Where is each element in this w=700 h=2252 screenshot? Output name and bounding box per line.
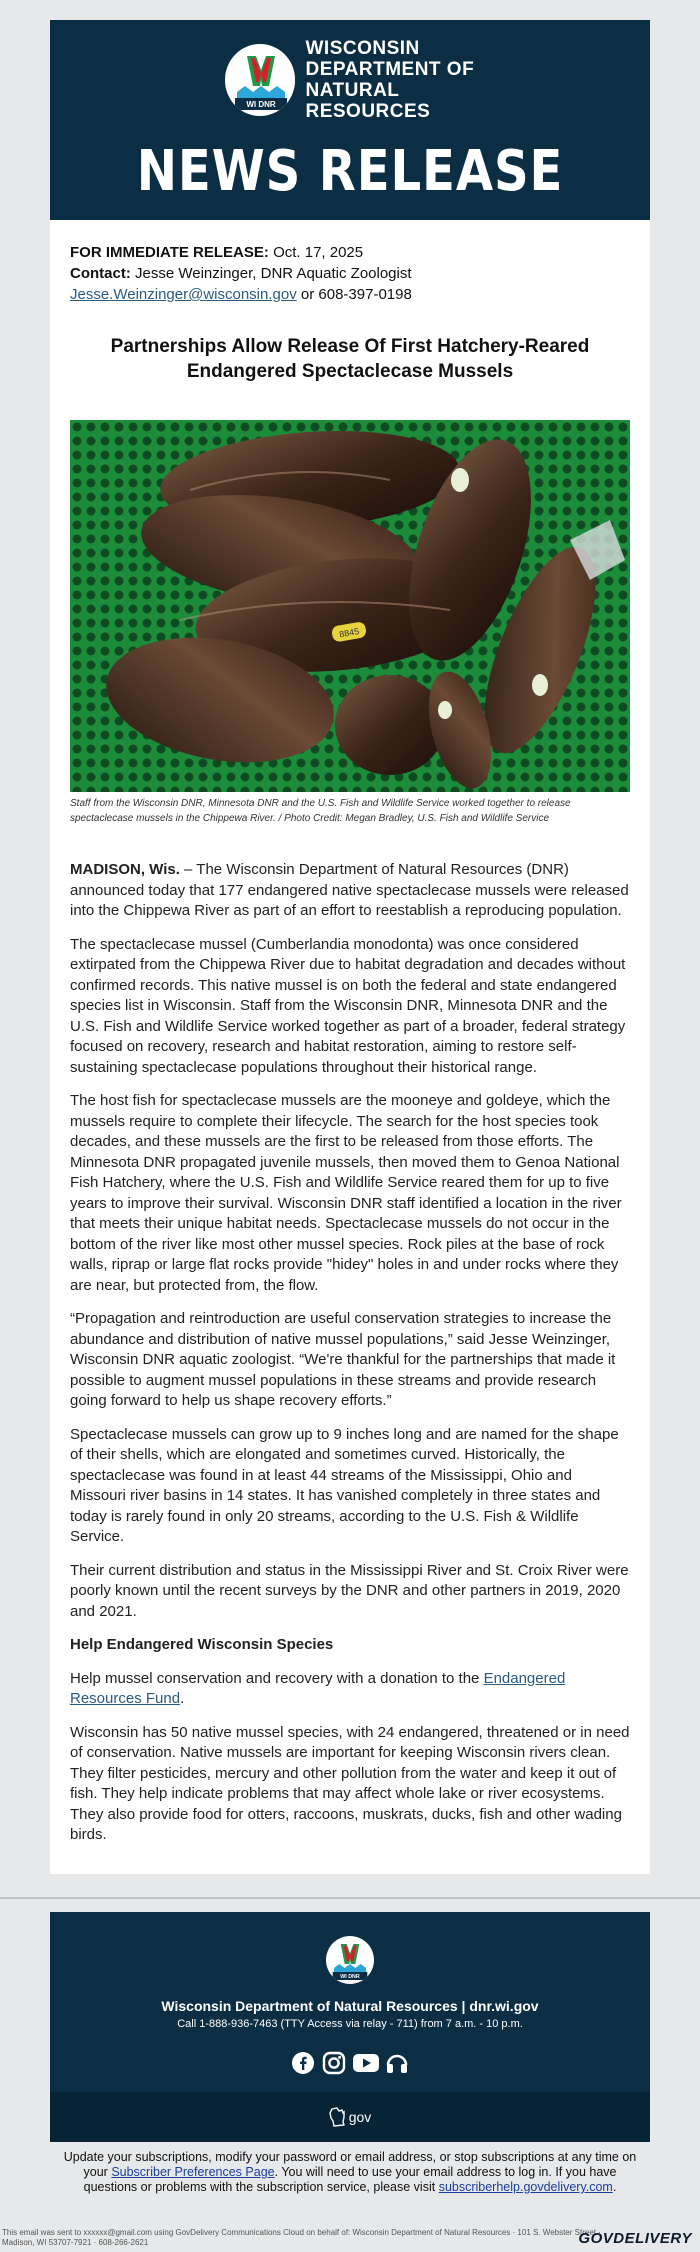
- youtube-icon[interactable]: [353, 2050, 379, 2076]
- footer-org-line[interactable]: Wisconsin Department of Natural Resources | dnr.wi.gov: [161, 1998, 539, 2014]
- release-label: FOR IMMEDIATE RELEASE:: [70, 244, 269, 261]
- wisconsin-state-icon: [329, 2107, 347, 2127]
- paragraph-1-text: – The Wisconsin Department of Natural Resources (DNR) announced today that 177 endangered native spectaclecase mussels were released into the Chippewa River as part of an effort to reestablish a reproducing population.: [70, 861, 629, 919]
- subscription-text-2: . You will need to use your email address to log in. If you have questions or problems with the subscription service, please visit: [83, 2165, 617, 2194]
- sent-notice: This email was sent to xxxxxx@gmail.com using GovDelivery Communications Cloud on behalf of: Wisconsin Department of Natural Resources · 101 S. Webster Street · Madison, WI 53707-7921 · 608-266-2621: [2, 2228, 601, 2247]
- endangered-resources-fund-link[interactable]: Endangered Resources Fund: [70, 1669, 566, 1707]
- wordmark-line-2: DEPARTMENT OF: [305, 59, 475, 80]
- wisconsin-gov-badge[interactable]: [50, 2092, 650, 2142]
- svg-text:WI DNR: WI DNR: [246, 100, 276, 109]
- contact-phone-prefix: or: [300, 286, 315, 303]
- svg-text:8845: 8845: [338, 626, 360, 640]
- govdelivery-logo[interactable]: GOVDELIVERY: [578, 2230, 692, 2247]
- contact-label: Contact:: [70, 265, 131, 282]
- photo-caption: Staff from the Wisconsin DNR, Minnesota DNR and the U.S. Fish and Wildlife Service worked together to release spectaclecase mussels in the Chippewa River. / Photo Credit: Megan Bradley, U.S. Fish and Wildlife Service: [70, 798, 571, 824]
- gov-label: gov: [348, 2109, 372, 2125]
- podcast-headphones-icon[interactable]: [384, 2050, 410, 2076]
- paragraph-5: Spectaclecase mussels can grow up to 9 inches long and are named for the shape of their shells, which are elongated and sometimes curved. Historically, the spectaclecase was found in at least 44 streams of the Mississippi, Ohio and Missouri river basins in 14 states. It has vanished completely in three states and today is rarely found in only 20 streams, according to the U.S. Fish & Wildlife Service.: [70, 1425, 619, 1545]
- subscription-text-1: Update your subscriptions, modify your password or email address, or stop subscriptions at any time on your: [63, 2150, 637, 2179]
- mussels-photo: [70, 420, 630, 792]
- social-links: [290, 2050, 410, 2078]
- subscription-text-3: .: [612, 2180, 617, 2194]
- news-release-banner: NEWS RELEASE: [136, 139, 564, 204]
- contact-name: Jesse Weinzinger, DNR Aquatic Zoologist: [135, 265, 412, 282]
- subscriber-help-link[interactable]: subscriberhelp.govdelivery.com: [438, 2180, 613, 2194]
- paragraph-1: [70, 860, 630, 922]
- subscription-notice: [60, 2150, 640, 2195]
- contact-email-link[interactable]: Jesse.Weinzinger@wisconsin.gov: [70, 286, 297, 303]
- wordmark-line-1: WISCONSIN: [305, 38, 420, 59]
- subheading: Help Endangered Wisconsin Species: [70, 1636, 334, 1653]
- dnr-wordmark: [305, 38, 525, 122]
- dateline: MADISON, Wis.: [70, 861, 180, 878]
- paragraph-8: Wisconsin has 50 native mussel species, with 24 endangered, threatened or in need of conservation. Native mussels are important for keeping Wisconsin rivers clean. They filter pesticides, mercury and other pollution from the water and keep it out of fish. They help indicate problems that may affect whole lake or river ecosystems. They also provide food for otters, raccoons, muskrats, ducks, fish and other wading birds.: [70, 1723, 630, 1843]
- paragraph-7: [70, 1669, 630, 1710]
- article-card: [50, 220, 650, 1874]
- footer-dnr-logo-icon[interactable]: [326, 1936, 374, 1984]
- contact-phone: 608-397-0198: [318, 286, 412, 303]
- paragraph-7-suffix: .: [180, 1690, 185, 1707]
- release-meta: [70, 242, 630, 305]
- paragraph-3: The host fish for spectaclecase mussels are the mooneye and goldeye, which the mussels require to complete their lifecycle. The search for the host species took decades, and these mussels are the first to be released from those efforts. The Minnesota DNR propagated juvenile mussels, then moved them to Genoa National Fish Hatchery, where the U.S. Fish and Wildlife Service reared them for up to five years to improve their survival. Wisconsin DNR staff identified a location in the river that meets their unique habitat needs. Spectaclecase mussels do not occur in the bottom of the river like most other mussel species. Rock piles at the base of rock walls, riprap or large flat rocks provide "hidey" holes in and under rocks where they are near, but protected from, the flow.: [70, 1092, 622, 1294]
- paragraph-7-prefix: Help mussel conservation and recovery with a donation to the: [70, 1669, 484, 1687]
- dnr-footer: [50, 1912, 650, 2142]
- wordmark-line-3: NATURAL RESOURCES: [305, 80, 431, 122]
- release-date: Oct. 17, 2025: [273, 244, 364, 261]
- news-release-header: [50, 20, 650, 220]
- subscriber-preferences-link[interactable]: Subscriber Preferences Page: [111, 2165, 275, 2179]
- release-line: [70, 242, 630, 263]
- svg-text:WI DNR: WI DNR: [340, 1974, 360, 1980]
- footer-call-line: Call 1-888-936-7463 (TTY Access via relay - 711) from 7 a.m. - 10 p.m.: [177, 2018, 523, 2030]
- article-body: [70, 860, 630, 1859]
- divider: [0, 1897, 700, 1899]
- contact-info-line: [70, 284, 630, 305]
- sender-footer: [0, 2226, 700, 2252]
- dnr-logo-icon: [225, 44, 295, 116]
- paragraph-2: The spectaclecase mussel (Cumberlandia monodonta) was once considered extirpated from the Chippewa River due to habitat degradation and decades without confirmed records. This native mussel is on both the federal and state endangered species list in Wisconsin. Staff from the Wisconsin DNR, Minnesota DNR and the U.S. Fish and Wildlife Service worked together as part of a broader, federal strategy focused on recovery, research and habitat restoration, aiming to restore self-sustaining spectaclecase populations throughout their historical range.: [70, 935, 626, 1076]
- contact-line: [70, 263, 630, 284]
- facebook-icon[interactable]: [290, 2050, 316, 2076]
- paragraph-6: Their current distribution and status in the Mississippi River and St. Croix River were poorly known until the recent surveys by the DNR and other partners in 2019, 2020 and 2021.: [70, 1561, 629, 1620]
- dnr-logo-lockup[interactable]: [225, 38, 525, 122]
- paragraph-4: “Propagation and reintroduction are useful conservation strategies to increase the abundance and distribution of native mussel populations,” said Jesse Weinzinger, Wisconsin DNR aquatic zoologist. “We're thankful for the partnerships that made it possible to augment mussel populations in these streams and provide research going forward to help us shape recovery efforts.”: [70, 1310, 616, 1409]
- article-headline: Partnerships Allow Release Of First Hatchery-Reared Endangered Spectaclecase Mussels: [110, 336, 590, 382]
- instagram-icon[interactable]: [321, 2050, 347, 2076]
